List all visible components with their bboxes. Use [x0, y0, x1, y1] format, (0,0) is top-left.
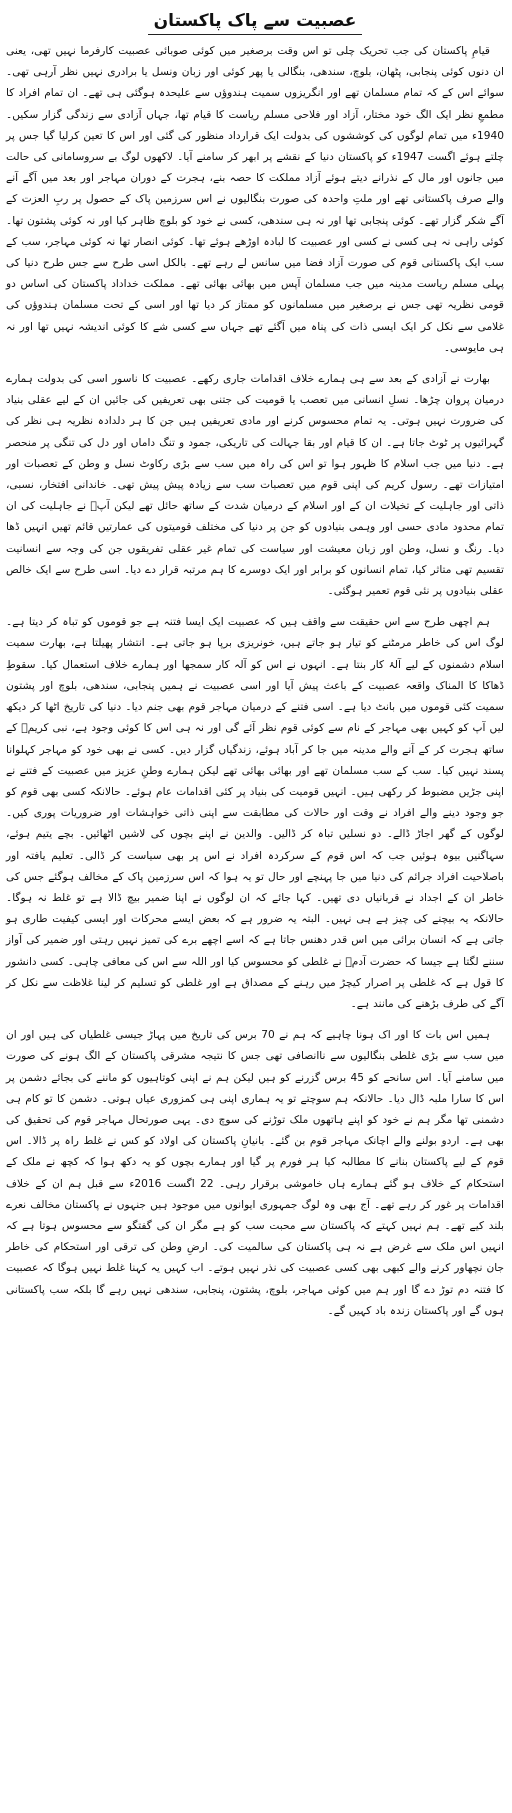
- title-wrap: [6, 10, 504, 35]
- article-paragraph-1: قیامِ پاکستان کی جب تحریک چلی تو اس وقت برصغیر میں کوئی صوبائی عصبیت کارفرما نہیں تھی، یعنی ان دنوں کوئی پنجابی، پٹھان، بلوچ، سندھی، بنگالی یا پھر کوئی اور زبان ونسل یا برادری نہیں نظر آرہی تھی۔ سوائے اس کے کہ تمام مسلمان تھے اور انگریزوں سمیت ہندوؤں سے علیحدہ ہوگئی ہی تھے۔ ان تمام افراد کا مطمعِ نظر ایک الگ خود مختار، آزاد اور فلاحی مسلم ریاست کا قیام تھا، جہاں آزادی سے زندگی گزار سکیں۔ 1940ء میں تمام لوگوں کی کوششوں کی بدولت ایک قرارداد منظور کی گئی اور اس کا تعین کرلیا گیا جس پر چلتے ہوئے اگست 1947ء کو پاکستان دنیا کے نقشے پر ابھر کر سامنے آیا۔ لاکھوں لوگ بے سروسامانی کی حالت میں جانوں اور مال کے نذرانے دیتے ہوئے آزاد مملکت کا حصہ بنے، ہجرت کے دوران مہاجر اور بعد میں آگے آنے والے صرف پاکستانی تھے اور ملتِ واحدہ کی صورت بنگالیوں نے اس سرزمین پاک کے حصول پر ربِ العزت کے آگے شکر گزار تھے۔ کوئی پنجابی تھا اور نہ ہی سندھی، کسی نے خود کو بلوچ ظاہر کیا اور نہ کوئی پشتون تھا۔ کوئی راہی نہ ہی کسی نے کسی اور عصبیت کا لبادہ اوڑھے ہوئے تھا۔ کوئی انصار تھا نہ کوئی مہاجر، سب کے سب ایک پاکستانی قوم کی صورت آزاد فضا میں سانس لے رہے تھے۔ بالکل اسی طرح سے جس طرح دنیا کی پہلی مسلم ریاست مدینہ میں جب مسلمان آپس میں بھائی بھائی تھے۔ مملکت خداداد پاکستان کی اساس دو قومی نظریہ تھی جس نے برصغیر میں مسلمانوں کو ممتاز کر دیا تھا اور اسی کے تحت مسلمان ہندوؤں کی غلامی سے نکل کر ایک ایسی ذات کی پناہ میں آگئے تھے جہاں سے کسی شے کا کوئی اندیشہ نہیں تھا اور نہ ہی مایوسی۔: [6, 45, 504, 354]
- article-title: عصبیت سے پاک پاکستان: [148, 10, 363, 35]
- article-paragraph-2: بھارت نے آزادی کے بعد سے ہی ہمارے خلاف اقدامات جاری رکھے۔ عصبیت کا ناسور اسی کی بدولت ہمارے درمیان پروان چڑھا۔ نسلِ انسانی میں تعصب یا قومیت کی جتنی بھی تعریفیں کی جائیں ان کے لیے عقلی بنیاد کی ضرورت نہیں ہوتی۔ یہ تمام محسوس کرنے اور مادی تعریفیں ہیں جن کا ہر دلدادہ نظریہ ہی نظر کی گہرائیوں پر ٹوٹ جاتا ہے۔ ان کا قیام اور بقا جہالت کی تاریکی، جمود و تنگ داماں اور دل کی تنگی پر منحصر ہے۔ دنیا میں جب اسلام کا ظہور ہوا تو اس کی راہ میں سب سے بڑی رکاوٹ نسل و وطن کے تعصبات اور امتیازات تھے۔ رسول کریم کی اپنی قوم میں تعصبات سب سے زیادہ پیش پیش تھی۔ خاندانی افتخار، نسبی، ذاتی اور جاہلیت کے تخیلات ان کے اور اسلام کے درمیان شدت کے ساتھ حائل تھے لیکن آپؐ نے جاہلیت کی ان تمام محدود مادی حسی اور وہمی بنیادوں کو جن پر دنیا کی مختلف قومیتوں کی عمارتیں قائم تھیں انہیں ڈھا دیا۔ رنگ و نسل، وطن اور زبان معیشت اور سیاست کی تمام غیر عقلی تفریقوں جن کی وجہ سے انسانیت تقسیم تھی متاثر کیا، تمام انسانوں کو برابر اور ایک دوسرے کا ہم مرتبہ قرار دے دیا۔ اسی طرح سے ایک خالص عقلی بنیادوں پر نئی قوم تعمیر ہوگئی۔: [6, 373, 504, 598]
- article-body: [6, 41, 504, 1322]
- article-paragraph-3: ہم اچھی طرح سے اس حقیقت سے واقف ہیں کہ عصبیت ایک ایسا فتنہ ہے جو قوموں کو تباہ کر دیتا ہے۔ لوگ اس کی خاطر مرمٹنے کو تیار ہو جاتے ہیں، خونریزی برپا ہو جاتی ہے۔ انتشار پھیلتا ہے، بھارت سمیت اسلام دشمنوں کے لیے آلۂ کار بنتا ہے۔ انہوں نے اس کو آلہ کار سمجھا اور ہمارے خلاف استعمال کیا۔ سقوطِ ڈھاکا کا المناک واقعہ عصبیت کے باعث پیش آیا اور اسی عصبیت نے ہمیں پنجابی، سندھی، بلوچ اور پشتون سمیت کئی قوموں میں بانٹ دیا ہے۔ اسی فتنے کے درمیان مہاجر قوم بھی جنم دیا۔ دنیا کی تاریخ اٹھا کر دیکھ لیں آپ کو کہیں بھی مہاجر کے نام سے کوئی قوم نظر آئے گی اور نہ ہی اس کا کوئی وجود ہے، نبی کریمؐ کے ساتھ ہجرت کر کے آنے والے مدینہ میں جا کر آباد ہوئے، زندگیاں گزار دیں۔ کسی نے بھی خود کو مہاجر کہلوانا پسند نہیں کیا۔ سب کے سب مسلمان تھے اور بھائی بھائی تھے لیکن ہمارے وطنِ عزیز میں عصبیت کے فتنے نے اپنی جڑیں مضبوط کر رکھی ہیں۔ انہیں قومیت کی بنیاد پر کئی اقدامات عام ہوئے۔ حالانکہ کسی بھی قوم کو جو وجود دینے والے افراد نے وقت اور حالات کی مطابقت سے اپنی ذاتی خواہشات اور ضروریات پوری کیں۔ لوگوں کے گھر اجاڑ ڈالے۔ دو نسلیں تباہ کر ڈالیں۔ والدین نے اپنے بچوں کی لاشیں اٹھائیں۔ بچے یتیم ہوئے، سہاگنیں بیوہ ہوئیں جب کہ اس قوم کے سرکردہ افراد نے اس پر بھی سیاست کر ڈالی۔ تعلیم یافتہ اور باصلاحیت افراد جرائم کی دنیا میں جا پہنچے اور حال تو یہ ہوا کہ اس سرزمین پاک کے مخالف ہوگئے جس کی خاطر ان کے اجداد نے قربانیاں دی تھیں۔ کہا جائے کہ ان لوگوں نے اپنا ضمیر بیچ ڈالا ہے تو غلط نہ ہوگا۔ حالانکہ یہ بیچنے کی چیز ہے ہی نہیں۔ البتہ یہ ضرور ہے کہ بعض ایسے محرکات اور ایسی کیفیت طاری ہو جاتی ہے کہ انسان برائی میں اس قدر دھنس جاتا ہے کہ اسے اچھے برے کی تمیز نہیں رہتی اور ضمیر کی آواز سننے لگتا ہے جیسا کہ حضرت آدمؑ نے غلطی کو محسوس کیا اور اللہ سے اس کی معافی چاہی۔ کسی دانشور کا قول ہے کہ غلطی پر اصرار کیچڑ میں رہنے کے مصداق ہے اور غلطی کو تسلیم کر لینا غلاظت سے نکل کر آگے کی طرف بڑھنے کی مانند ہے۔: [6, 616, 504, 1010]
- article-paragraph-4: ہمیں اس بات کا اور اک ہونا چاہیے کہ ہم نے 70 برس کی تاریخ میں پہاڑ جیسی غلطیاں کی ہیں اور ان میں سب سے بڑی غلطی بنگالیوں سے ناانصافی تھی جس کا نتیجہ مشرقی پاکستان کے الگ ہونے کی صورت میں سامنے آیا۔ اس سانحے کو 45 برس گزرنے کو ہیں لیکن ہم نے اپنی کوتاہیوں کو ماننے کی بجائے دشمن پر اس کا سارا ملبہ ڈال دیا۔ حالانکہ ہم سوچتے تو یہ ہماری اپنی ہی کمزوری عیاں ہوتی۔ دشمن کا تو کام ہی دشمنی تھا مگر ہم نے خود کو اپنے ہاتھوں ملک توڑنے کی سوچ دی۔ یہی صورتحال مہاجر قوم کی تحقیق کی بھی ہے۔ اردو بولنے والے اچانک مہاجر قوم بن گئے۔ بانیانِ پاکستان کی اولاد کو کس نے غلط راہ پر ڈالا۔ اس قوم کے لیے پاکستان بنانے کا مطالبہ کیا ہر فورم پر گیا اور ہمارے بچوں کو یہ دکھ ہوا کہ کچھ نے ملک کے استحکام کے خلاف ہو گئے ہمارے ہاں خاموشی برقرار رہی۔ 22 اگست 2016ء سے قبل ہم ان کے خلاف اقدامات پر غور کر رہے تھے۔ آج بھی وہ لوگ جمہوری ایوانوں میں موجود ہیں جنہوں نے پاکستان مخالف نعرے بلند کیے تھے۔ ہم نہیں کہتے کہ پاکستان سے محبت سب کو ہے مگر ان کی گفتگو سے محسوس ہوتا ہے کہ انہیں اس ملک سے غرض ہے نہ ہی پاکستان کی سالمیت کی۔ ارضِ وطن کی ترقی اور استحکام کی خاطر جان نچھاور کرنے والے کبھی بھی کسی عصبیت کی نذر نہیں ہوتے۔ اب کہیں یہ کہنا غلط نہیں ہوگا کہ عصبیت کا فتنہ دم توڑ دے گا اور ہم میں کوئی مہاجر، بلوچ، پشتون، پنجابی، سندھی نہیں رہے گا بلکہ سب پاکستانی ہوں گے اور پاکستان زندہ باد کہیں گے۔: [6, 1029, 505, 1317]
